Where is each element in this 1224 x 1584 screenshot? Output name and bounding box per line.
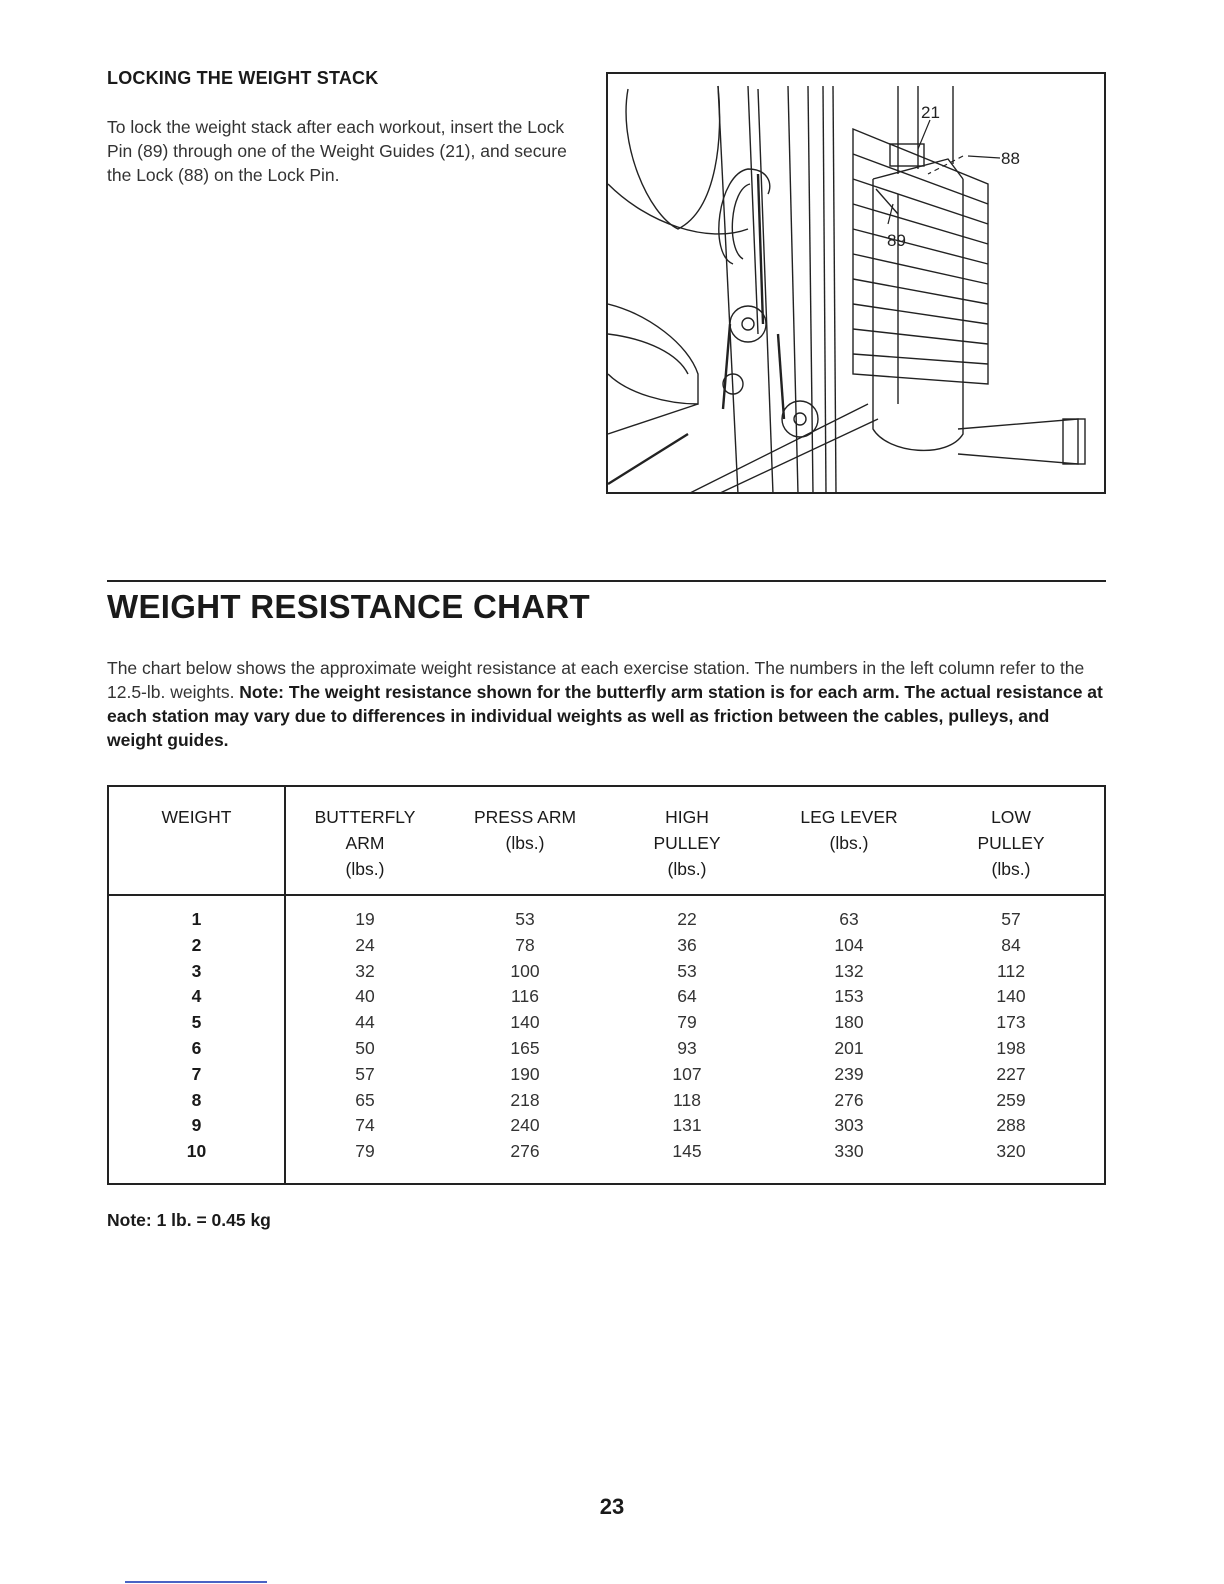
butterfly-arm-cell: 57 xyxy=(355,1063,375,1084)
header-line: PULLEY xyxy=(653,833,721,853)
header-divider xyxy=(109,894,1104,896)
locking-section xyxy=(107,68,577,187)
chart-intro xyxy=(107,656,1107,752)
weight-cell: 5 xyxy=(191,1012,202,1033)
high-pulley-cell: 131 xyxy=(672,1115,702,1136)
header-weight-line: WEIGHT xyxy=(161,807,232,827)
header-line: (lbs.) xyxy=(829,833,869,853)
table-row xyxy=(109,1062,1104,1088)
low-pulley-cell: 84 xyxy=(1001,934,1021,955)
high-pulley-cell: 79 xyxy=(677,1012,697,1033)
press-arm-cell: 190 xyxy=(510,1063,540,1084)
press-arm-cell: 100 xyxy=(510,960,540,981)
table-row xyxy=(109,984,1104,1010)
header-press-arm xyxy=(445,804,605,856)
butterfly-arm-cell: 65 xyxy=(355,1089,375,1110)
high-pulley-cell: 118 xyxy=(673,1089,701,1110)
high-pulley-cell: 145 xyxy=(672,1141,702,1162)
butterfly-arm-cell: 19 xyxy=(355,909,375,929)
header-line: LEG LEVER xyxy=(800,807,898,827)
press-arm-cell: 240 xyxy=(510,1115,540,1136)
header-weight xyxy=(109,804,284,830)
press-arm-cell: 165 xyxy=(510,1037,540,1058)
chart-intro-note: Note: The weight resistance shown for the butterfly arm station is for each arm. The actual resistance at each station may vary due to differences in individual weights as well as friction between the cables, pulleys, and weight guides. xyxy=(107,682,1103,750)
header-line: (lbs.) xyxy=(505,833,545,853)
callout-89: 89 xyxy=(887,231,906,250)
high-pulley-cell: 64 xyxy=(677,986,697,1007)
header-line: PRESS ARM xyxy=(473,807,577,827)
low-pulley-cell: 227 xyxy=(996,1063,1026,1084)
weight-stack-drawing xyxy=(608,74,1106,494)
weight-cell: 8 xyxy=(191,1089,202,1110)
butterfly-arm-cell: 50 xyxy=(355,1037,375,1058)
table-row xyxy=(109,1036,1104,1062)
leg-lever-cell: 153 xyxy=(834,986,864,1007)
header-line: (lbs.) xyxy=(667,859,707,879)
butterfly-arm-cell: 24 xyxy=(355,934,375,955)
low-pulley-cell: 140 xyxy=(996,986,1026,1007)
high-pulley-cell: 22 xyxy=(677,909,697,929)
table-row xyxy=(109,1010,1104,1036)
page-number: 23 xyxy=(599,1494,625,1519)
butterfly-arm-cell: 79 xyxy=(355,1141,375,1162)
chart-intro-text: The chart below shows the approximate weight resistance at each exercise station. The numbers in the left column refer to the 12.5-lb. weights. xyxy=(107,658,1085,702)
press-arm-cell: 140 xyxy=(510,1012,540,1033)
press-arm-cell: 116 xyxy=(511,986,539,1007)
callout-88: 88 xyxy=(1001,149,1020,168)
high-pulley-cell: 107 xyxy=(672,1063,702,1084)
press-arm-cell: 276 xyxy=(510,1141,540,1162)
low-pulley-cell: 198 xyxy=(996,1037,1026,1058)
leg-lever-cell: 303 xyxy=(834,1115,864,1136)
table-row xyxy=(109,933,1104,959)
callout-21: 21 xyxy=(921,103,940,122)
weight-cell: 6 xyxy=(191,1037,202,1058)
leg-lever-cell: 330 xyxy=(834,1141,864,1162)
leg-lever-cell: 63 xyxy=(839,909,859,929)
butterfly-arm-cell: 44 xyxy=(355,1012,375,1033)
weight-cell: 9 xyxy=(191,1115,202,1136)
high-pulley-cell: 53 xyxy=(677,960,697,981)
weight-resistance-table xyxy=(107,785,1106,1185)
butterfly-arm-cell: 74 xyxy=(355,1115,375,1136)
weight-cell: 10 xyxy=(186,1141,207,1162)
weight-cell: 1 xyxy=(191,909,202,929)
header-butterfly-arm xyxy=(285,804,445,882)
locking-instructions: To lock the weight stack after each workout, insert the Lock Pin (89) through one of the Weight Guides (21), and secure the Lock (88) on the Lock Pin. xyxy=(107,117,567,185)
low-pulley-cell: 57 xyxy=(1001,909,1021,929)
table-row xyxy=(109,1113,1104,1139)
header-line: PULLEY xyxy=(977,833,1045,853)
header-line: HIGH xyxy=(665,807,709,827)
header-low-pulley xyxy=(931,804,1091,882)
table-row xyxy=(109,1139,1104,1165)
low-pulley-cell: 288 xyxy=(996,1115,1026,1136)
weight-cell: 3 xyxy=(191,960,202,981)
leg-lever-cell: 104 xyxy=(834,934,864,955)
high-pulley-cell: 36 xyxy=(677,934,697,955)
header-line: (lbs.) xyxy=(991,859,1031,879)
chart-title: WEIGHT RESISTANCE CHART xyxy=(107,588,590,625)
low-pulley-cell: 259 xyxy=(996,1089,1026,1110)
low-pulley-cell: 112 xyxy=(997,960,1025,981)
leg-lever-cell: 276 xyxy=(834,1089,864,1110)
header-line: (lbs.) xyxy=(345,859,385,879)
press-arm-cell: 78 xyxy=(515,934,535,955)
locking-heading: LOCKING THE WEIGHT STACK xyxy=(107,68,379,88)
weight-cell: 4 xyxy=(191,986,202,1007)
table-body xyxy=(109,907,1104,1165)
leg-lever-cell: 132 xyxy=(834,960,864,981)
section-rule xyxy=(107,580,1106,582)
leg-lever-cell: 239 xyxy=(834,1063,864,1084)
table-row xyxy=(109,1088,1104,1114)
footer-link-underline xyxy=(125,1581,267,1583)
header-leg-lever xyxy=(769,804,929,856)
header-line: LOW xyxy=(991,807,1031,827)
header-high-pulley xyxy=(607,804,767,882)
high-pulley-cell: 93 xyxy=(677,1037,697,1058)
weight-cell: 7 xyxy=(191,1063,202,1084)
butterfly-arm-cell: 32 xyxy=(355,960,375,981)
weight-stack-illustration xyxy=(606,72,1106,494)
leg-lever-cell: 201 xyxy=(834,1037,864,1058)
header-line: BUTTERFLY xyxy=(314,807,416,827)
low-pulley-cell: 320 xyxy=(996,1141,1026,1162)
weight-cell: 2 xyxy=(191,934,202,955)
butterfly-arm-cell: 40 xyxy=(355,986,375,1007)
leg-lever-cell: 180 xyxy=(834,1012,864,1033)
press-arm-cell: 218 xyxy=(510,1089,540,1110)
table-row xyxy=(109,959,1104,985)
table-row xyxy=(109,907,1104,933)
low-pulley-cell: 173 xyxy=(996,1012,1026,1033)
press-arm-cell: 53 xyxy=(515,909,535,929)
header-line: ARM xyxy=(345,833,385,853)
conversion-note: Note: 1 lb. = 0.45 kg xyxy=(107,1210,271,1230)
